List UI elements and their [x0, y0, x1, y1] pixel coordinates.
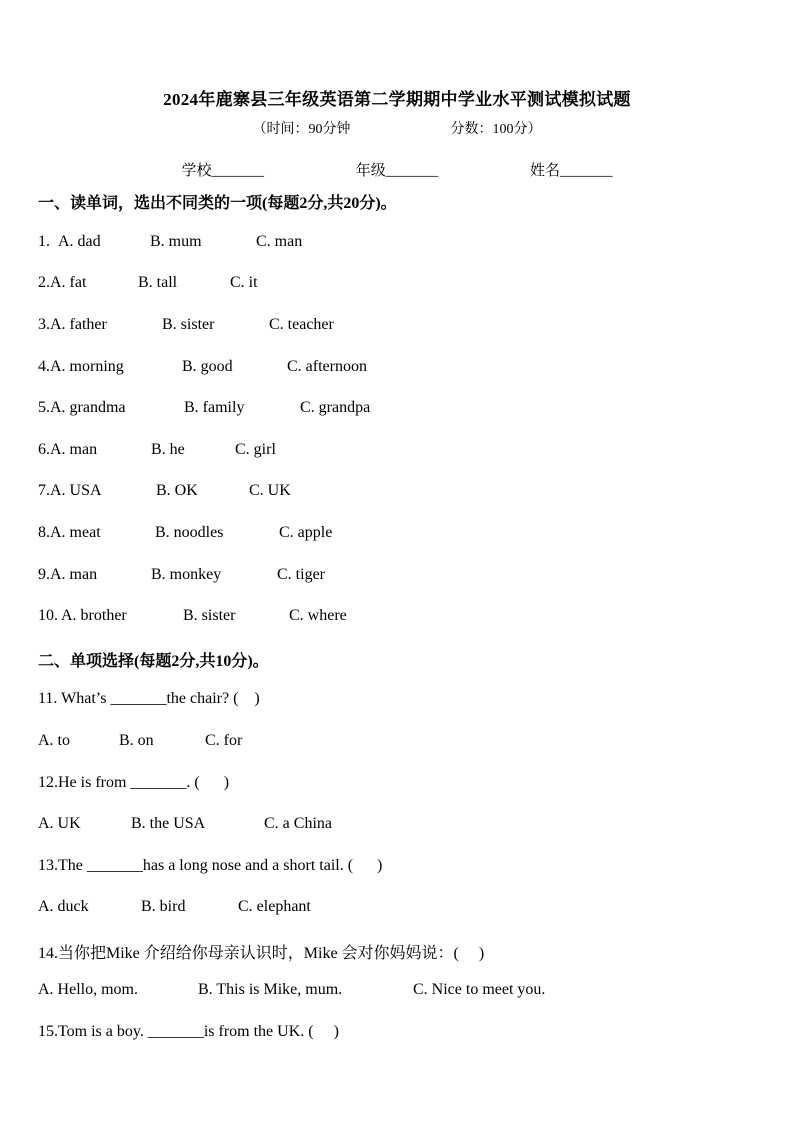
section-heading-2: 二、单项选择(每题2分,共10分)。: [38, 653, 269, 670]
question-row: [38, 316, 334, 334]
exam-meta: [0, 118, 794, 138]
question-number: 8.: [38, 524, 50, 541]
option-a: A. father: [50, 316, 107, 333]
option-a: A. meat: [50, 524, 101, 541]
option-a: A. man: [50, 566, 98, 583]
question-row: [38, 233, 303, 251]
option-c: C. elephant: [238, 898, 311, 915]
option-a: A. man: [50, 441, 98, 458]
option-a: A. to: [38, 732, 70, 749]
option-a: A. duck: [38, 898, 89, 915]
question-row: [38, 524, 333, 542]
option-a: A. fat: [50, 274, 87, 291]
option-b: B. family: [184, 399, 245, 416]
option-a: A. brother: [61, 607, 127, 624]
option-b: B. tall: [138, 274, 178, 291]
option-c: C. girl: [235, 441, 276, 458]
option-b: B. mum: [150, 233, 202, 250]
option-b: B. he: [151, 441, 185, 458]
option-c: C. UK: [249, 482, 291, 499]
option-b: B. This is Mike, mum.: [198, 981, 343, 998]
option-c: C. where: [289, 607, 347, 624]
exam-score: 分数：100分）: [450, 122, 542, 137]
question-row: [38, 399, 371, 417]
option-c: C. for: [205, 732, 243, 749]
option-a: A. morning: [50, 358, 124, 375]
option-b: B. good: [182, 358, 233, 375]
option-c: C. afternoon: [287, 358, 367, 375]
question-number: 1.: [38, 233, 54, 250]
school-field: 学校_______: [181, 163, 264, 179]
question-stem: 13.The _______has a long nose and a short tail. ( ): [38, 857, 383, 874]
option-b: B. on: [119, 732, 154, 749]
option-b: B. monkey: [151, 566, 222, 583]
exam-time: （时间：90分钟: [252, 122, 351, 137]
option-b: B. noodles: [155, 524, 224, 541]
option-c: C. Nice to meet you.: [413, 981, 546, 998]
option-b: B. OK: [156, 482, 198, 499]
option-a: A. grandma: [50, 399, 126, 416]
question-row: [38, 607, 347, 625]
option-b: B. the USA: [131, 815, 206, 832]
question-row: [38, 358, 367, 376]
question-number: 5.: [38, 399, 50, 416]
question-stem: 15.Tom is a boy. _______is from the UK. ( ): [38, 1023, 339, 1040]
question-row: [38, 441, 276, 459]
question-number: 7.: [38, 482, 50, 499]
option-c: C. man: [256, 233, 303, 250]
question-row: [38, 274, 258, 292]
question-row: [38, 482, 291, 500]
question-stem: 14.当你把Mike 介绍给你母亲认识时，Mike 会对你妈妈说：( ): [38, 945, 485, 962]
option-c: C. a China: [264, 815, 332, 832]
name-field: 姓名_______: [530, 163, 613, 179]
option-c: C. grandpa: [300, 399, 371, 416]
option-b: B. sister: [162, 316, 215, 333]
option-b: B. bird: [141, 898, 186, 915]
option-c: C. it: [230, 274, 258, 291]
question-number: 6.: [38, 441, 50, 458]
question-row: [38, 566, 325, 584]
option-a: A. dad: [58, 233, 101, 250]
grade-field: 年级_______: [355, 163, 439, 179]
question-number: 9.: [38, 566, 50, 583]
option-a: A. UK: [38, 815, 81, 832]
option-a: A. Hello, mom.: [38, 981, 138, 998]
option-c: C. tiger: [277, 566, 325, 583]
question-stem: 11. What’s _______the chair? ( ): [38, 690, 260, 707]
question-number: 4.: [38, 358, 50, 375]
section-heading-1: 一、读单词，选出不同类的一项(每题2分,共20分)。: [38, 195, 397, 212]
question-number: 3.: [38, 316, 50, 333]
option-c: C. teacher: [269, 316, 334, 333]
question-number: 2.: [38, 274, 50, 291]
option-a: A. USA: [50, 482, 102, 499]
option-b: B. sister: [183, 607, 236, 624]
page-title: 2024年鹿寨县三年级英语第二学期期中学业水平测试模拟试题: [163, 90, 631, 109]
option-c: C. apple: [279, 524, 333, 541]
question-stem: 12.He is from _______. ( ): [38, 774, 230, 791]
student-info: [0, 159, 794, 180]
question-number: 10.: [38, 607, 58, 624]
